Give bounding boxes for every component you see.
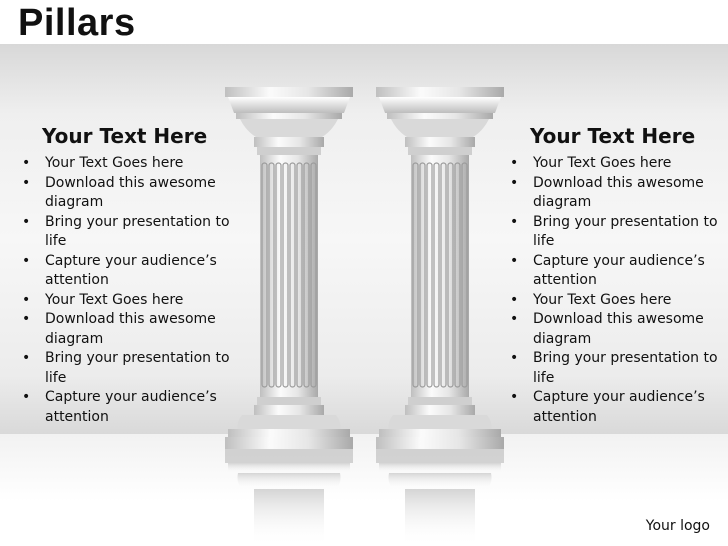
list-item: • Download this awesome diagram [510,310,720,349]
list-item: • Bring your presentation to life [22,213,232,252]
logo-placeholder: Your logo [645,518,710,534]
list-item: • Bring your presentation to life [510,349,720,388]
right-bullet-list [510,154,720,427]
left-heading: Your Text Here [42,124,208,148]
list-item: • Capture your audience’s attention [22,388,232,427]
list-item: • Capture your audience’s attention [510,388,720,427]
list-item: • Capture your audience’s attention [510,252,720,291]
list-item: • Bring your presentation to life [510,213,720,252]
list-item: • Your Text Goes here [510,154,720,174]
right-heading: Your Text Here [530,124,696,148]
left-text-block [22,120,232,427]
list-item: • Your Text Goes here [510,291,720,311]
list-item: • Download this awesome diagram [510,174,720,213]
list-item: • Your Text Goes here [22,154,232,174]
list-item: • Your Text Goes here [22,291,232,311]
pillar-right [373,85,507,546]
list-item: • Capture your audience’s attention [22,252,232,291]
slide-title: Pillars [18,2,136,44]
pillar-right-graphic [373,85,507,546]
list-item: • Download this awesome diagram [22,174,232,213]
floor-reflection [0,434,728,546]
pillar-left-graphic [222,85,356,546]
left-bullet-list [22,154,232,427]
list-item: • Bring your presentation to life [22,349,232,388]
right-text-block [510,120,720,427]
pillar-left [222,85,356,546]
list-item: • Download this awesome diagram [22,310,232,349]
